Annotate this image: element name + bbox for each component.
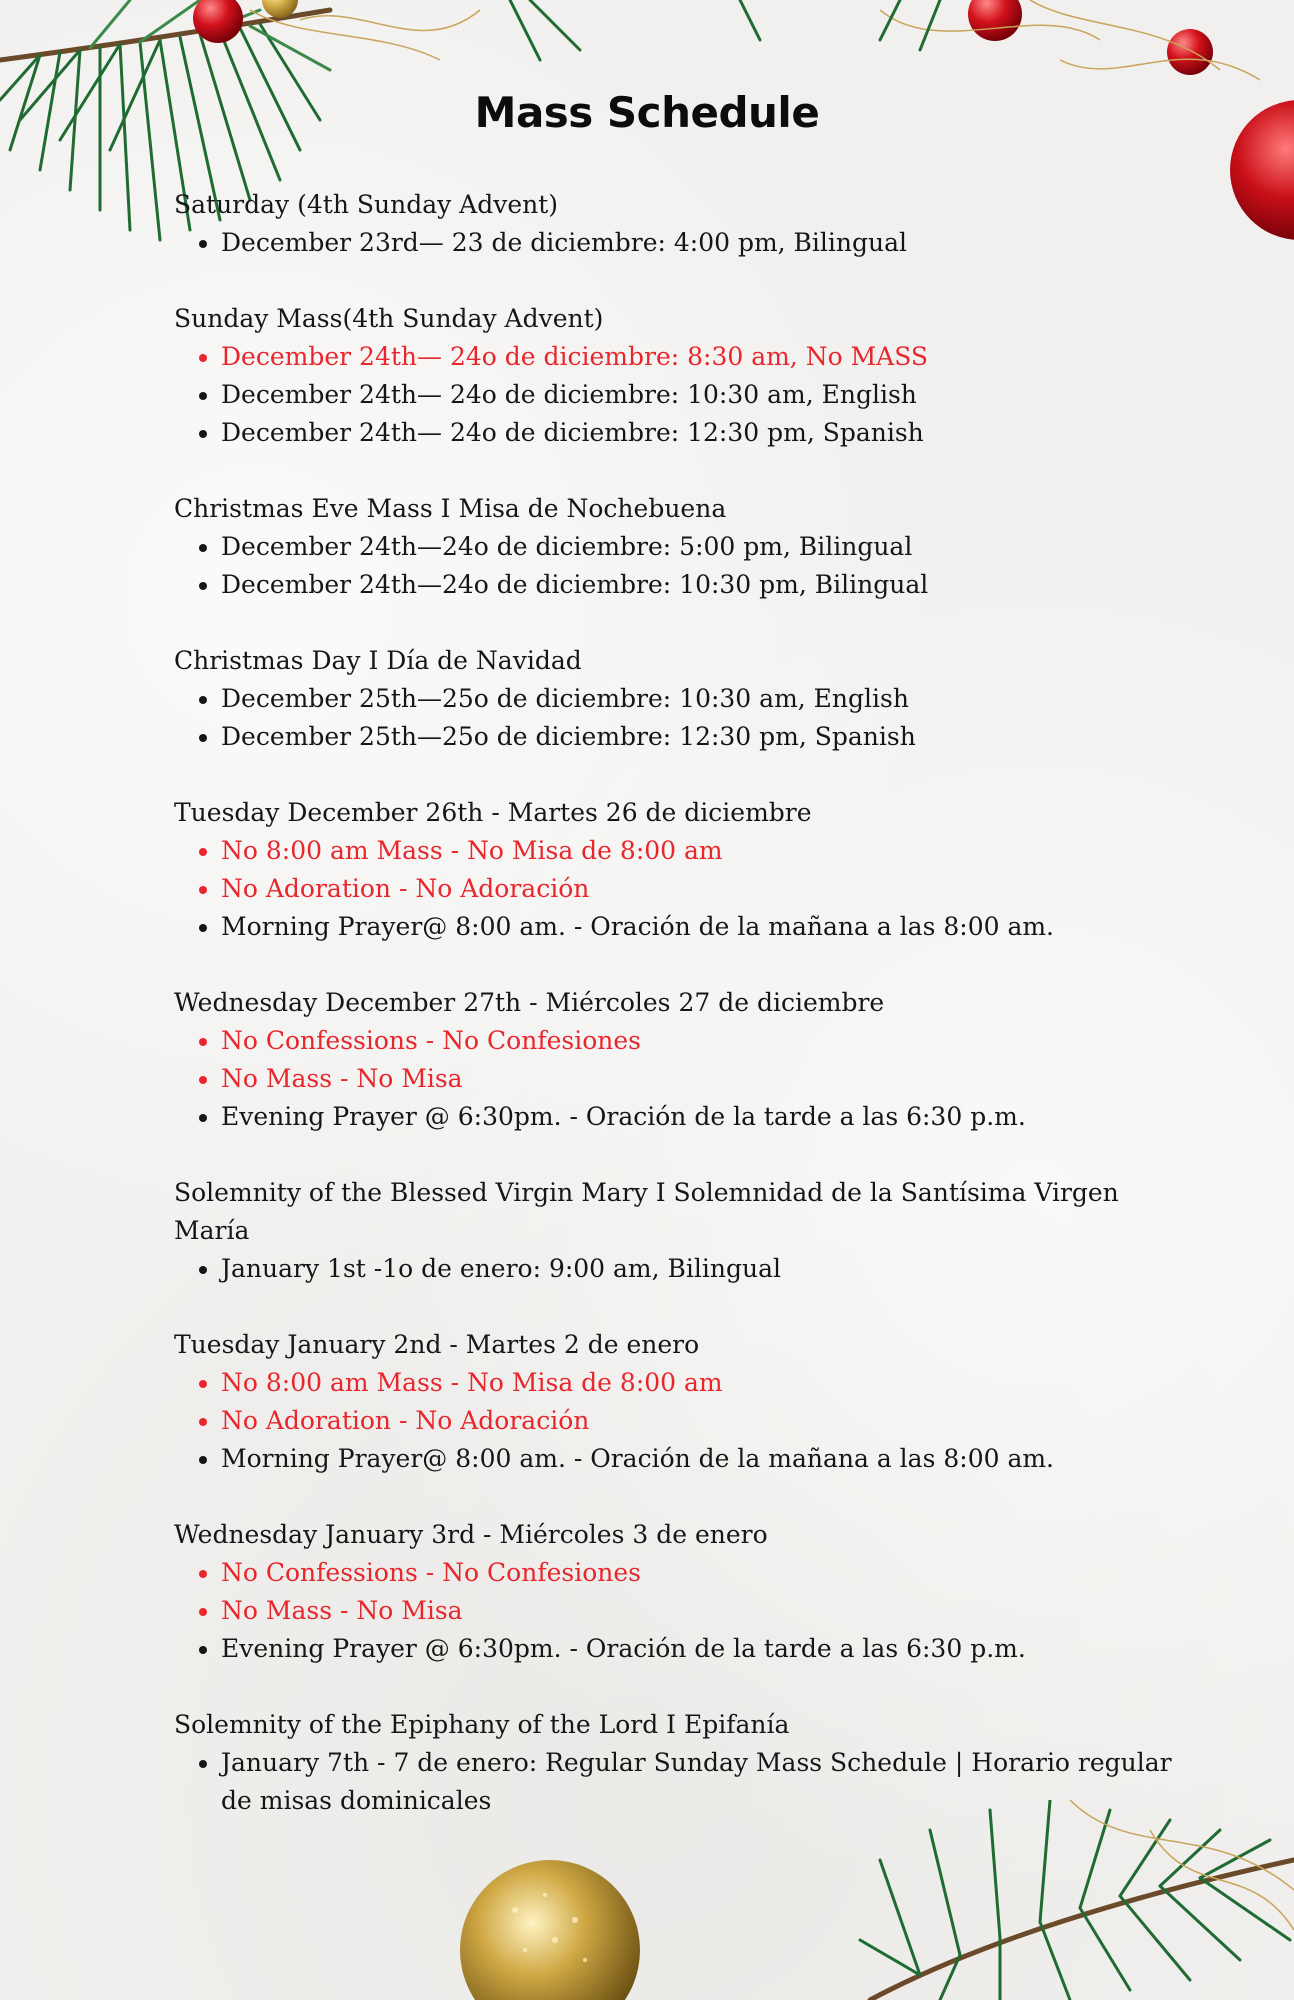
schedule-item-cancelled: • No Confessions - No Confesiones (221, 1554, 1194, 1592)
schedule-item: • December 25th—25o de diciembre: 12:30 pm, Spanish (221, 718, 1194, 756)
section-heading: Wednesday January 3rd - Miércoles 3 de enero (174, 1520, 768, 1549)
schedule-item-cancelled: • December 24th— 24o de diciembre: 8:30 am, No MASS (221, 338, 1194, 376)
schedule-section (174, 186, 1194, 262)
section-items (174, 1364, 1194, 1478)
section-items (174, 832, 1194, 946)
schedule-item: • January 7th - 7 de enero: Regular Sunday Mass Schedule | Horario regular de misas dominicales (221, 1744, 1194, 1820)
section-items (174, 224, 1194, 262)
red-ornament-balls-top-icon (180, 0, 1294, 100)
schedule-item: • Evening Prayer @ 6:30pm. - Oración de la tarde a las 6:30 p.m. (221, 1630, 1194, 1668)
section-heading: Wednesday December 27th - Miércoles 27 de diciembre (174, 988, 885, 1017)
schedule-section (174, 1516, 1194, 1668)
schedule-item-cancelled: • No Confessions - No Confesiones (221, 1022, 1194, 1060)
section-items (174, 1744, 1194, 1820)
schedule-list (174, 186, 1194, 1858)
schedule-item: • December 24th—24o de diciembre: 5:00 pm, Bilingual (221, 528, 1194, 566)
schedule-item: • Evening Prayer @ 6:30pm. - Oración de la tarde a las 6:30 p.m. (221, 1098, 1194, 1136)
section-items (174, 528, 1194, 604)
schedule-item: • December 23rd— 23 de diciembre: 4:00 pm, Bilingual (221, 224, 1194, 262)
schedule-item-cancelled: • No 8:00 am Mass - No Misa de 8:00 am (221, 832, 1194, 870)
section-heading: Solemnity of the Epiphany of the Lord I Epifanía (174, 1710, 790, 1739)
section-heading: Tuesday January 2nd - Martes 2 de enero (174, 1330, 700, 1359)
schedule-item: • January 1st -1o de enero: 9:00 am, Bilingual (221, 1250, 1194, 1288)
schedule-item: • December 24th— 24o de diciembre: 12:30 pm, Spanish (221, 414, 1194, 452)
section-items (174, 338, 1194, 452)
schedule-item-cancelled: • No Adoration - No Adoración (221, 1402, 1194, 1440)
schedule-item: • Morning Prayer@ 8:00 am. - Oración de la mañana a las 8:00 am. (221, 908, 1194, 946)
schedule-item-cancelled: • No Mass - No Misa (221, 1060, 1194, 1098)
schedule-item: • December 25th—25o de diciembre: 10:30 am, English (221, 680, 1194, 718)
section-items (174, 680, 1194, 756)
schedule-item-cancelled: • No Adoration - No Adoración (221, 870, 1194, 908)
schedule-item: • Morning Prayer@ 8:00 am. - Oración de la mañana a las 8:00 am. (221, 1440, 1194, 1478)
schedule-section (174, 1326, 1194, 1478)
section-heading: Sunday Mass(4th Sunday Advent) (174, 304, 604, 333)
schedule-item: • December 24th—24o de diciembre: 10:30 pm, Bilingual (221, 566, 1194, 604)
section-items (174, 1554, 1194, 1668)
schedule-item-cancelled: • No 8:00 am Mass - No Misa de 8:00 am (221, 1364, 1194, 1402)
schedule-section (174, 1174, 1194, 1288)
section-heading: Christmas Day I Día de Navidad (174, 646, 582, 675)
section-heading: Saturday (4th Sunday Advent) (174, 190, 559, 219)
gold-glitter-ornament-bottom-icon (455, 1850, 645, 2000)
section-heading: Christmas Eve Mass I Misa de Nochebuena (174, 494, 727, 523)
schedule-section (174, 300, 1194, 452)
schedule-section (174, 490, 1194, 604)
section-items (174, 1250, 1194, 1288)
section-heading: Tuesday December 26th - Martes 26 de diciembre (174, 798, 812, 827)
schedule-section (174, 794, 1194, 946)
schedule-section (174, 642, 1194, 756)
schedule-item: • December 24th— 24o de diciembre: 10:30 am, English (221, 376, 1194, 414)
schedule-section (174, 984, 1194, 1136)
section-heading: Solemnity of the Blessed Virgin Mary I Solemnidad de la Santísima Virgen María (174, 1178, 1119, 1245)
section-items (174, 1022, 1194, 1136)
schedule-section (174, 1706, 1194, 1820)
schedule-item-cancelled: • No Mass - No Misa (221, 1592, 1194, 1630)
page-title: Mass Schedule (474, 88, 820, 137)
